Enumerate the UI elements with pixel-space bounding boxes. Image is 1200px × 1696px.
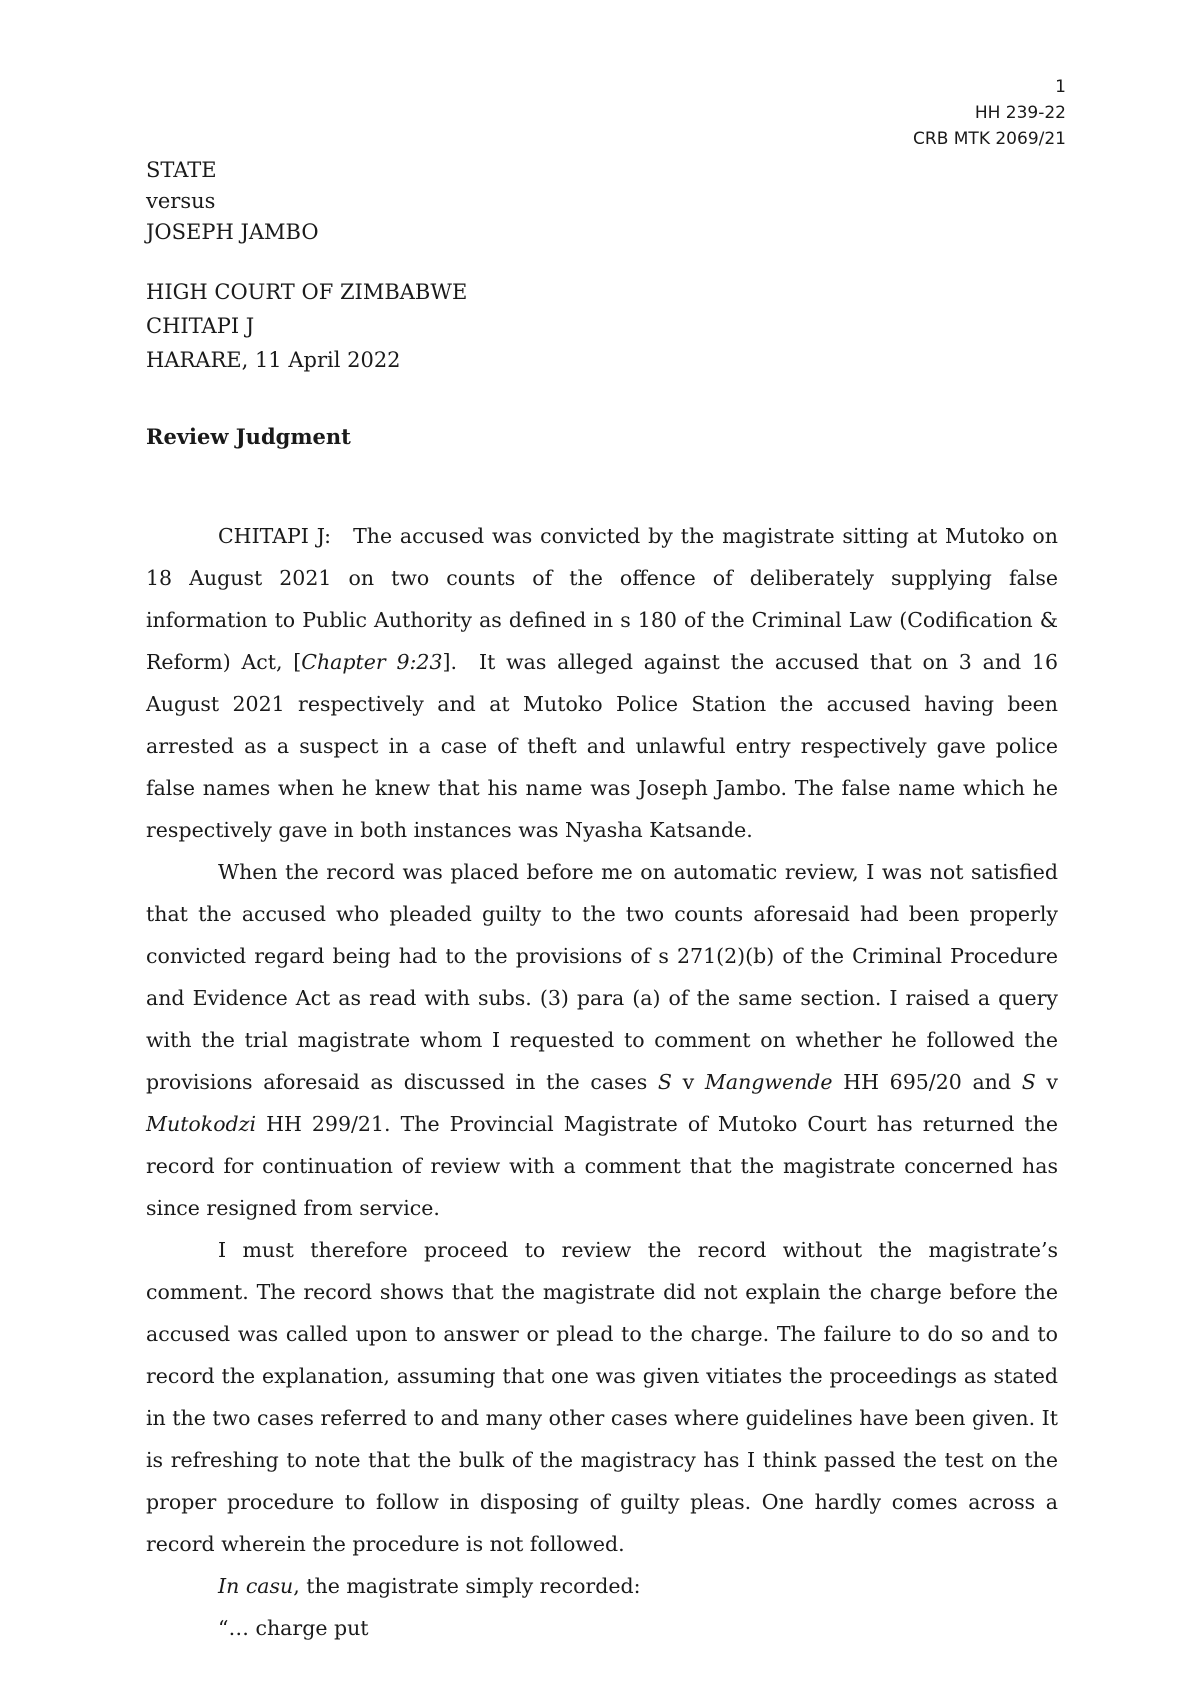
- record-number: CRB MTK 2069/21: [913, 129, 1066, 149]
- accused-name: JOSEPH JAMBO: [146, 220, 319, 244]
- judgment-body: [146, 515, 1058, 1649]
- judge-name: CHITAPI J: [146, 314, 255, 338]
- case-1-s: S: [657, 1070, 672, 1094]
- case-1-v: v: [671, 1070, 705, 1094]
- page-header: [913, 74, 1066, 152]
- chapter-reference: Chapter 9:23: [301, 650, 443, 674]
- case-parties: [146, 155, 319, 248]
- paragraph-1-text-c: It was alleged against the accused that on 3 and 16 August 2021 respectively and at Mutoko Police Station the accused having been arrested as a suspect in a case of theft and unlawful entry respectively gave police false names when he knew that his name was Joseph Jambo. The false name which he respectively gave in both instances was Nyasha Katsande.: [146, 650, 1058, 842]
- place-date: HARARE, 11 April 2022: [146, 348, 401, 372]
- page-number: 1: [1055, 77, 1066, 97]
- paragraph-2-text-b: HH 299/21. The Provincial Magistrate of Mutoko Court has returned the record for continuation of review with a comment that the magistrate concerned has since resigned from service.: [146, 1112, 1058, 1220]
- quoted-record: “… charge put: [218, 1616, 369, 1640]
- case-2-name: Mutokodzi: [146, 1112, 257, 1136]
- plaintiff-name: STATE: [146, 158, 217, 182]
- paragraph-2-text-a: When the record was placed before me on automatic review, I was not satisfied that the accused who pleaded guilty to the two counts aforesaid had been properly convicted regard being had to the provisions of s 271(2)(b) of the Criminal Procedure and Evidence Act as read with subs. (3) para (a) of the same section. I raised a query with the trial magistrate whom I requested to comment on whether he followed the provisions aforesaid as discussed in the cases: [146, 860, 1058, 1094]
- paragraph-4-text: , the magistrate simply recorded:: [293, 1574, 641, 1598]
- paragraph-4: [146, 1565, 1058, 1607]
- case-2-s: S: [1021, 1070, 1036, 1094]
- case-2-v: v: [1035, 1070, 1058, 1094]
- judgment-heading: Review Judgment: [146, 424, 351, 449]
- paragraph-1-text-a: The accused was convicted by the magistrate sitting at Mutoko on 18 August 2021 on two counts of the offence of deliberately supplying false information to Public Authority as defined in s 180 of the Criminal Law (Codification & Reform) Act, [: [146, 524, 1058, 674]
- court-details: [146, 275, 467, 377]
- speaker-label: CHITAPI J:: [218, 524, 332, 548]
- versus-label: versus: [146, 189, 216, 213]
- case-1-citation: HH 695/20 and: [832, 1070, 1022, 1094]
- in-casu-phrase: In casu: [218, 1574, 294, 1598]
- paragraph-1: [146, 515, 1058, 851]
- case-number: HH 239-22: [974, 103, 1066, 123]
- paragraph-3: I must therefore proceed to review the record without the magistrate’s comment. The record shows that the magistrate did not explain the charge before the accused was called upon to answer or plead to the charge. The failure to do so and to record the explanation, assuming that one was given vitiates the proceedings as stated in the two cases referred to and many other cases where guidelines have been given. It is refreshing to note that the bulk of the magistracy has I think passed the test on the proper procedure to follow in disposing of guilty pleas. One hardly comes across a record wherein the procedure is not followed.: [146, 1238, 1058, 1556]
- paragraph-1-text-b: ].: [442, 650, 458, 674]
- case-1-name: Mangwende: [704, 1070, 833, 1094]
- court-name: HIGH COURT OF ZIMBABWE: [146, 280, 468, 304]
- paragraph-2: [146, 851, 1058, 1229]
